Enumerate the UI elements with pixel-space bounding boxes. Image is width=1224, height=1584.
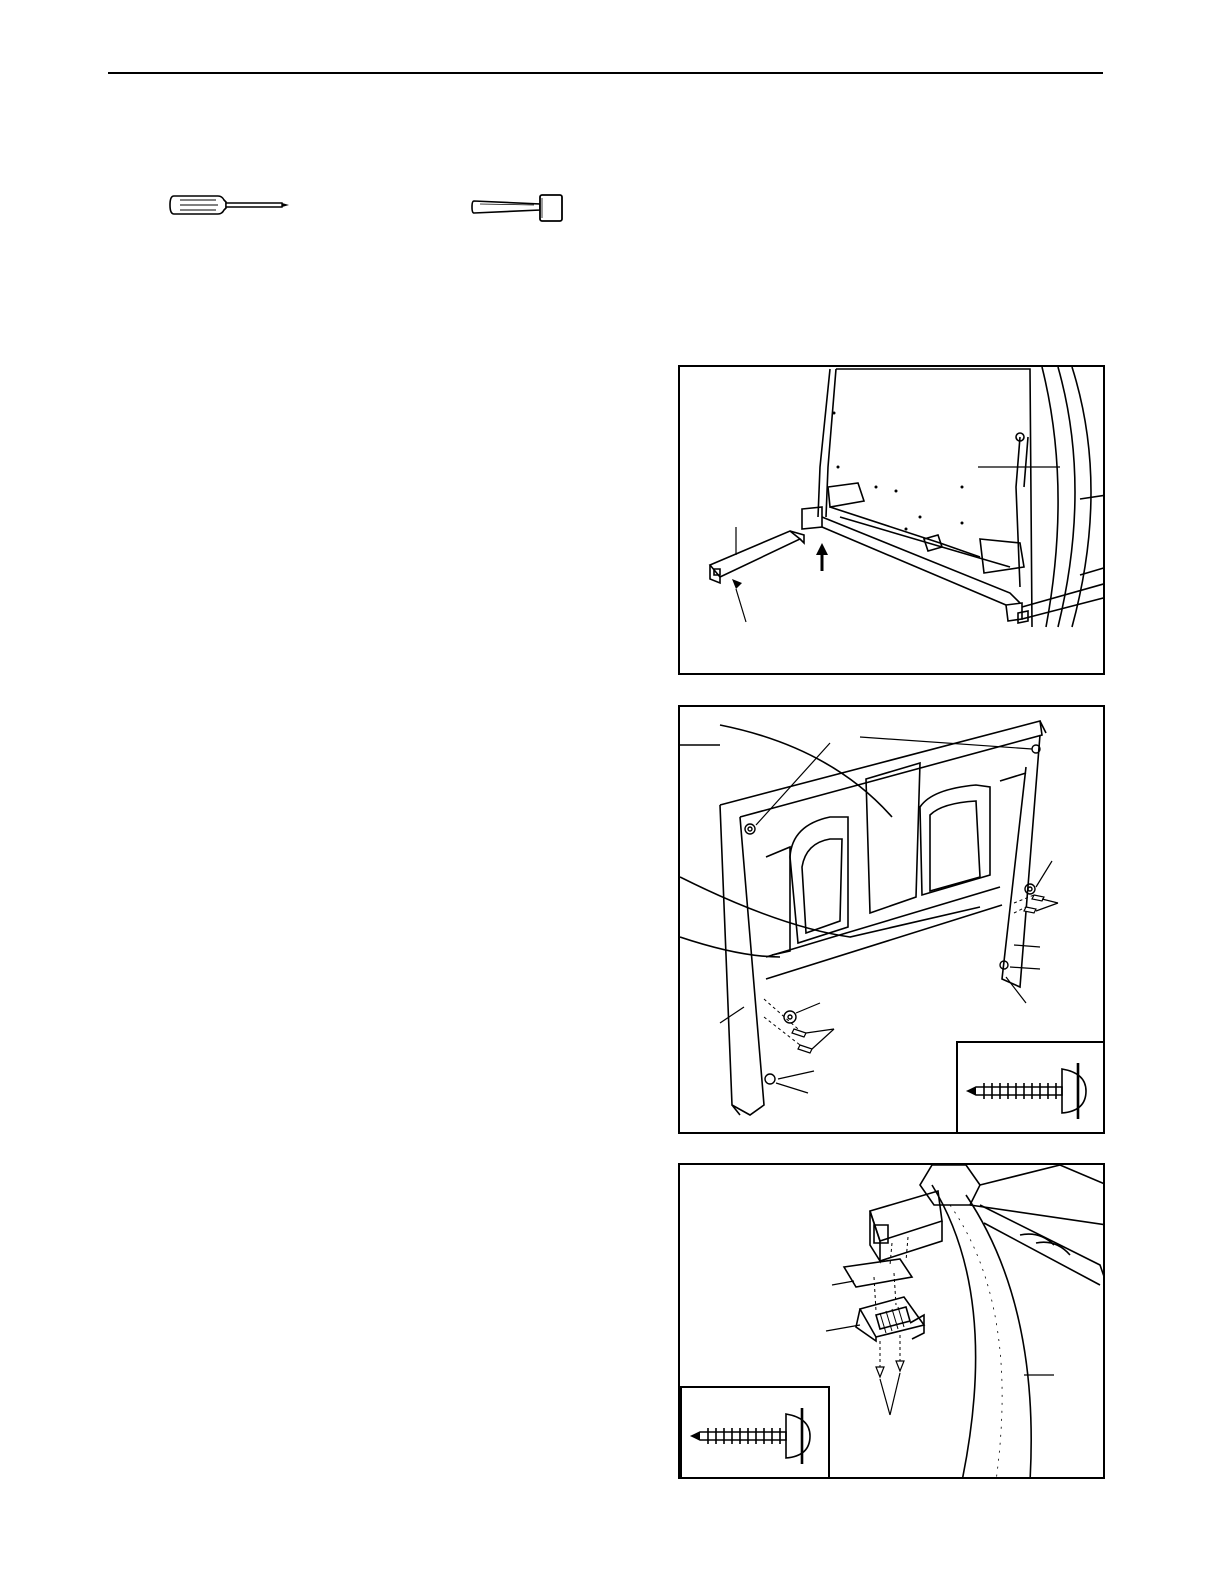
figure-3-screw-inset — [680, 1386, 830, 1479]
screwdriver-icon — [168, 192, 292, 218]
figure-1-drawing — [680, 367, 1105, 675]
figure-2-screw-inset — [956, 1041, 1105, 1134]
header-rule — [108, 72, 1103, 74]
figure-1-panel — [678, 365, 1105, 675]
figure-3-panel — [678, 1163, 1105, 1479]
figure-2-panel — [678, 705, 1105, 1134]
screw-detail-icon — [958, 1043, 1105, 1134]
screw-detail-icon — [682, 1388, 832, 1479]
rubber-mallet-icon — [470, 190, 566, 224]
